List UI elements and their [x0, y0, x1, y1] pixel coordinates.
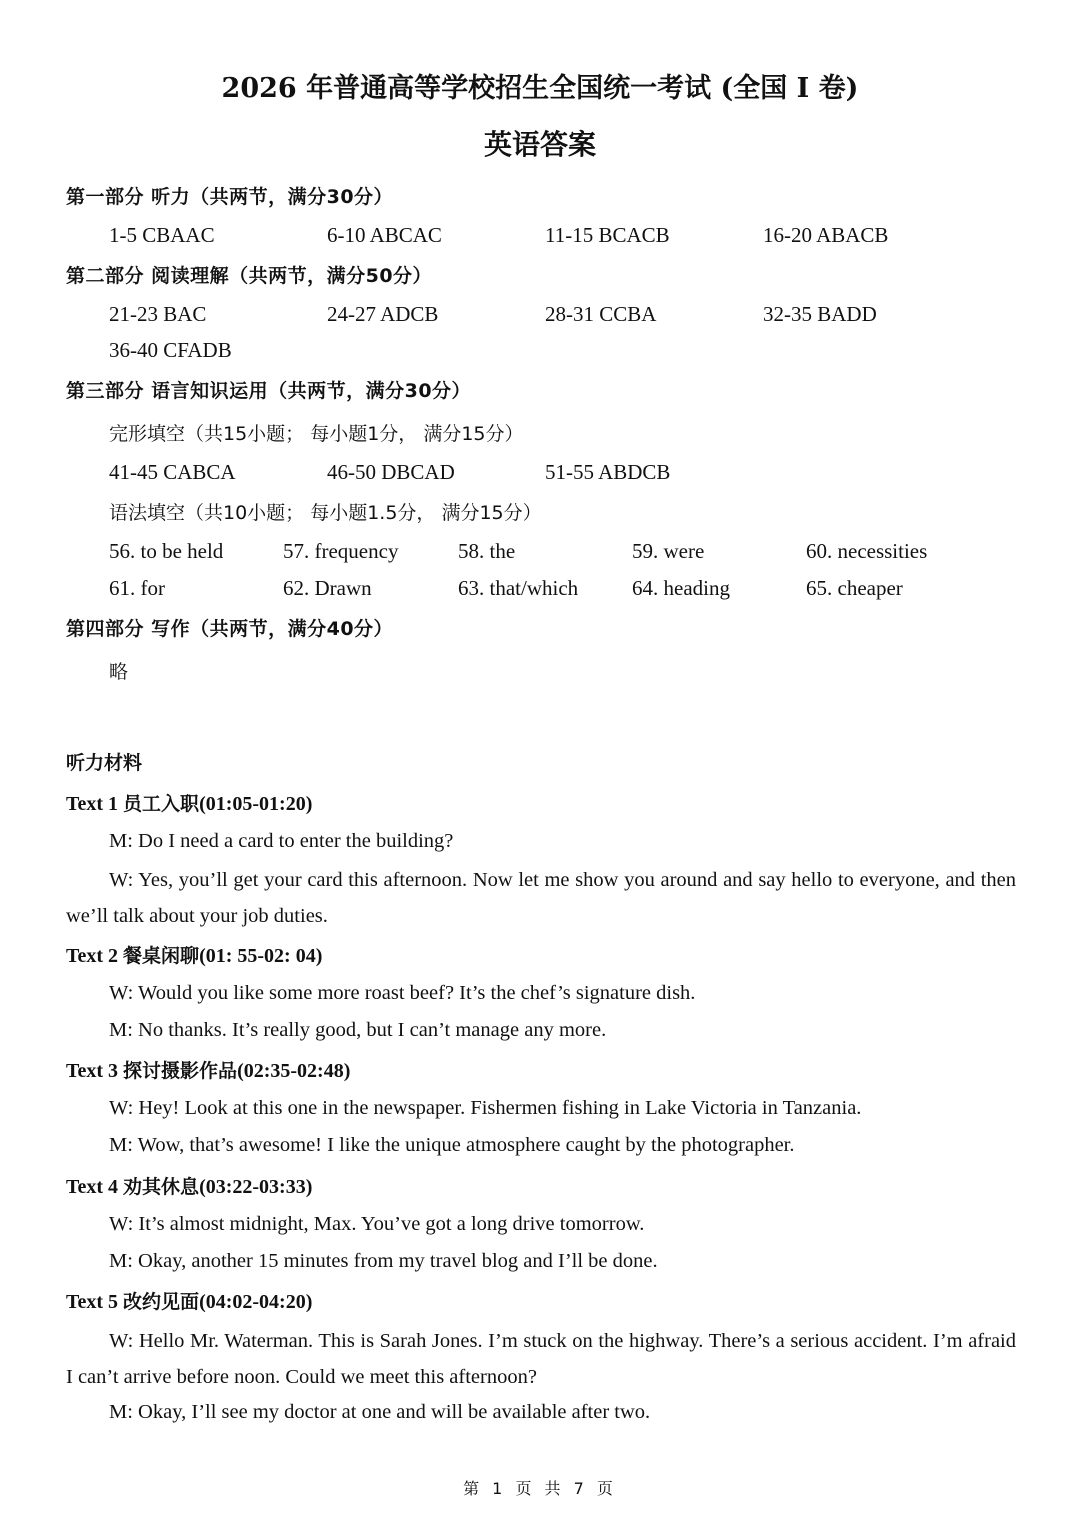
grammar-answer: 61. for: [109, 576, 165, 600]
page-title: 2026 年普通高等学校招生全国统一考试 (全国 I 卷): [221, 73, 859, 104]
answer-group: 36-40 CFADB: [109, 338, 232, 362]
grammar-answer: 60. necessities: [806, 539, 928, 563]
grammar-answer: 62. Drawn: [283, 576, 372, 600]
answer-group: 28-31 CCBA: [545, 302, 657, 326]
dialogue-line: M: No thanks. It’s really good, but I can’t manage any more.: [109, 1019, 607, 1041]
answer-group: 11-15 BCACB: [545, 223, 670, 247]
grammar-answer: 64. heading: [632, 576, 730, 600]
answer-group: 46-50 DBCAD: [327, 460, 455, 484]
grammar-answer: 56. to be held: [109, 539, 224, 563]
answer-group: 21-23 BAC: [109, 302, 207, 326]
page-subtitle: 英语答案: [483, 128, 596, 161]
answer-group: 6-10 ABCAC: [327, 223, 442, 247]
answer-group: 41-45 CABCA: [109, 460, 236, 484]
grammar-answer: 63. that/which: [458, 576, 579, 600]
answer-group: 24-27 ADCB: [327, 302, 439, 326]
grammar-answer: 57. frequency: [283, 539, 399, 563]
part2-heading: 第二部分 阅读理解（共两节，满分50分）: [66, 265, 433, 287]
text4-heading: Text 4 劝其休息(03:22-03:33): [66, 1176, 313, 1198]
listening-label: 听力材料: [66, 752, 143, 774]
dialogue-line: W: It’s almost midnight, Max. You’ve got a long drive tomorrow.: [109, 1213, 645, 1235]
page-number: 第 1 页 共 7 页: [463, 1479, 617, 1498]
grammar-answer: 58. the: [458, 539, 516, 563]
part3-heading: 第三部分 语言知识运用（共两节，满分30分）: [66, 380, 472, 402]
text3-heading: Text 3 探讨摄影作品(02:35-02:48): [66, 1060, 351, 1082]
dialogue-line: M: Wow, that’s awesome! I like the unique atmosphere caught by the photographer.: [109, 1134, 795, 1156]
text5-heading: Text 5 改约见面(04:02-04:20): [66, 1291, 313, 1313]
grammar-answer: 59. were: [632, 539, 705, 563]
cloze-note: 完形填空（共15小题； 每小题1分， 满分15分）: [109, 423, 524, 445]
dialogue-line: M: Okay, I’ll see my doctor at one and will be available after two.: [109, 1401, 651, 1423]
text2-heading: Text 2 餐桌闲聊(01: 55-02: 04): [66, 945, 323, 967]
text1-heading: Text 1 员工入职(01:05-01:20): [66, 793, 313, 815]
grammar-answer: 65. cheaper: [806, 576, 903, 600]
dialogue-line: W: Hello Mr. Waterman. This is Sarah Jones. I’m stuck on the highway. There’s a serious accident. I’m afraid I can’t arrive before noon. Could we meet this afternoon?: [66, 1330, 1016, 1388]
answer-group: 1-5 CBAAC: [109, 223, 215, 247]
answer-group: 32-35 BADD: [763, 302, 877, 326]
dialogue-line: W: Yes, you’ll get your card this afternoon. Now let me show you around and say hello to everyone, and then we’ll talk about your job duties.: [66, 869, 1016, 927]
dialogue-line: M: Okay, another 15 minutes from my travel blog and I’ll be done.: [109, 1250, 658, 1272]
dialogue-line: W: Would you like some more roast beef? It’s the chef’s signature dish.: [109, 982, 696, 1004]
part4-heading: 第四部分 写作（共两节，满分40分）: [66, 618, 394, 640]
writing-content: 略: [109, 661, 129, 683]
grammar-note: 语法填空（共10小题； 每小题1.5分， 满分15分）: [109, 502, 542, 524]
dialogue-line: W: Hey! Look at this one in the newspaper. Fishermen fishing in Lake Victoria in Tanzania.: [109, 1097, 862, 1119]
part1-heading: 第一部分 听力（共两节，满分30分）: [66, 186, 394, 208]
answer-group: 16-20 ABACB: [763, 223, 889, 247]
answer-group: 51-55 ABDCB: [545, 460, 671, 484]
dialogue-line: M: Do I need a card to enter the building?: [109, 830, 454, 852]
